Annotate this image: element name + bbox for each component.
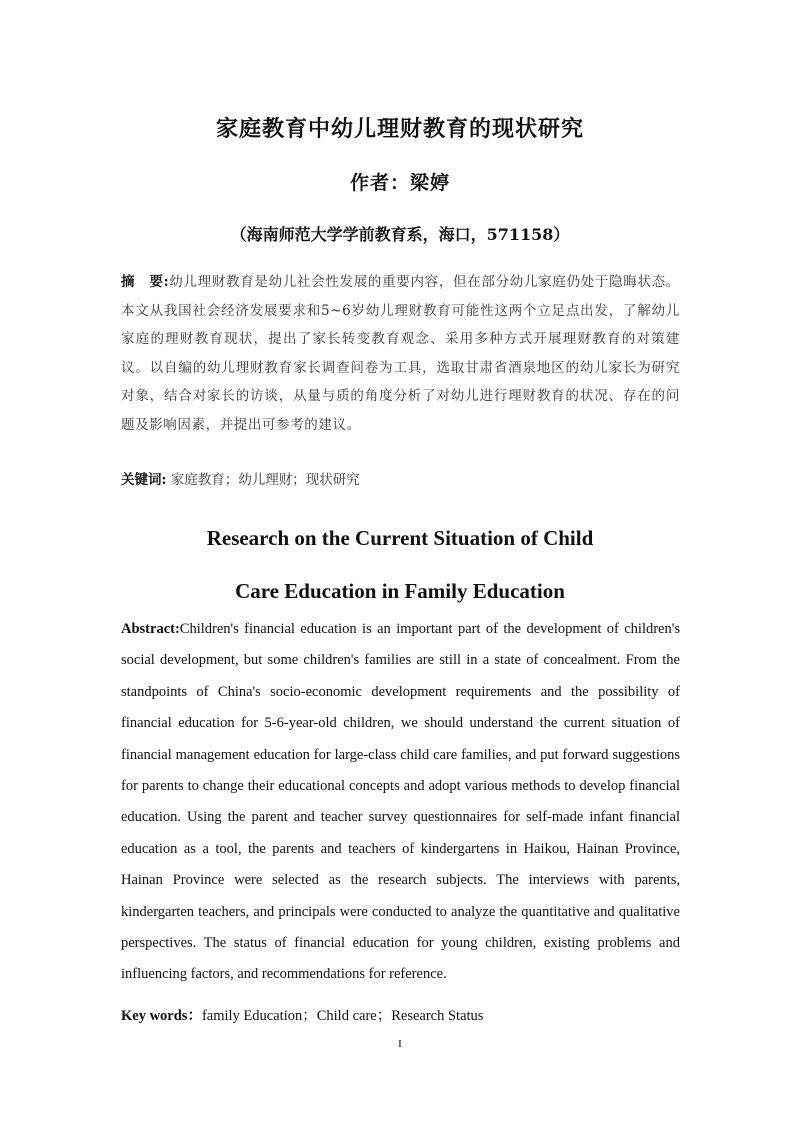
english-keywords-text: family Education；Child care；Research Status: [201, 1008, 484, 1024]
english-keywords: [121, 1004, 680, 1028]
english-abstract-label: Abstract:: [121, 621, 180, 637]
chinese-keywords-text: 家庭教育；幼儿理财；现状研究: [166, 472, 360, 488]
chinese-abstract-label: 摘 要:: [121, 274, 170, 290]
chinese-keywords-label: 关键词:: [121, 472, 167, 488]
chinese-abstract-text: 幼儿理财教育是幼儿社会性发展的重要内容，但在部分幼儿家庭仍处于隐晦状态。本文从我国社会经济发展要求和5~6岁幼儿理财教育可能性这两个立足点出发，了解幼儿家庭的理财教育现状，提出了家长转变教育观念、采用多种方式开展理财教育的对策建议。以自编的幼儿理财教育家长调查问卷为工具，选取甘肃省酒泉地区的幼儿家长为研究对象，结合对家长的访谈，从量与质的角度分析了对幼儿进行理财教育的状况、存在的问题及影响因素，并提出可参考的建议。: [121, 274, 680, 433]
page-number: I: [398, 1038, 402, 1050]
chinese-abstract: [121, 268, 680, 439]
chinese-affiliation: （海南师范大学学前教育系，海口，571158）: [230, 225, 570, 244]
chinese-keywords: [121, 468, 680, 492]
english-abstract: [121, 614, 680, 991]
english-abstract-text: Children's financial education is an important part of the development of children's social development, but some children's families are still in a state of concealment. From the standpoints of China's socio-economic development requirements and the possibility of financial education for 5-6-year-old children, we should understand the current situation of financial management education for large-class child care families, and put forward suggestions for parents to change their educational concepts and adopt various methods to develop financial education. Using the parent and teacher survey questionnaires for self-made infant financial education as a tool, the parents and teachers of kindergartens in Haikou, Hainan Province, Hainan Province were selected as the research subjects. The interviews with parents, kindergarten teachers, and principals were conducted to analyze the quantitative and qualitative perspectives. The status of financial education for young children, existing problems and influencing factors, and recommendations for reference.: [121, 621, 680, 983]
chinese-title: 家庭教育中幼儿理财教育的现状研究: [215, 116, 584, 142]
english-title-line-1: Research on the Current Situation of Child: [206, 526, 594, 550]
english-keywords-label: Key words：: [121, 1008, 202, 1024]
english-title-line-2: Care Education in Family Education: [235, 579, 565, 603]
chinese-author: 作者：梁婷: [349, 172, 450, 194]
english-title: [0, 512, 800, 618]
